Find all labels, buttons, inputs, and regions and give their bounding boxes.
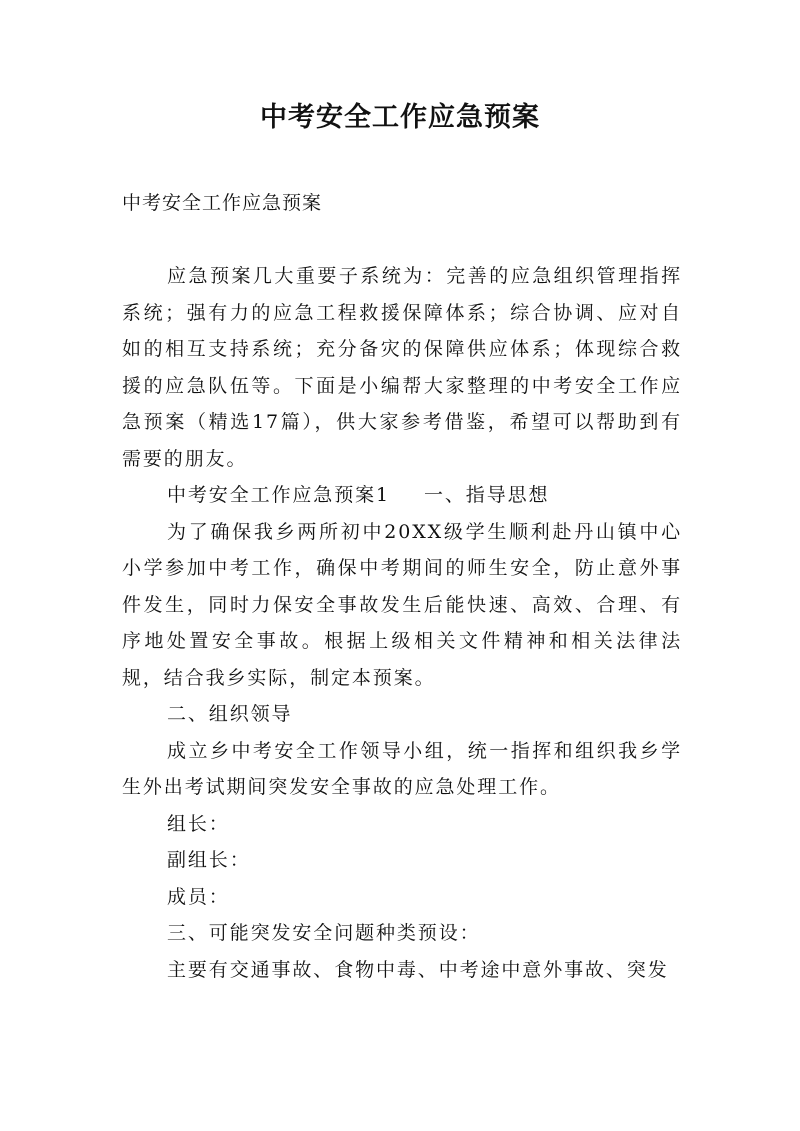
deputy-leader-label: 副组长： (167, 849, 251, 871)
guiding-principle-paragraph: 为了确保我乡两所初中20XX级学生顺利赴丹山镇中心小学参加中考工作，确保中考期间的师生安全，防止意外事件发生，同时力保安全事故发生后能快速、高效、合理、有序地处置安全事故。根据上级相关文件精神和相关法律法规，结合我乡实际，制定本预案。 (122, 520, 682, 689)
organization-paragraph: 成立乡中考安全工作领导小组，统一指挥和组织我乡学生外出考试期间突发安全事故的应急处理工作。 (122, 739, 682, 798)
document-subtitle: 中考安全工作应急预案 (122, 192, 323, 214)
section-heading-line (122, 477, 682, 514)
document-title: 中考安全工作应急预案 (260, 102, 540, 133)
document-body (122, 258, 682, 988)
section-heading: 中考安全工作应急预案1 (167, 484, 390, 506)
intro-paragraph: 应急预案几大重要子系统为：完善的应急组织管理指挥系统；强有力的应急工程救援保障体系；综合协调、应对自如的相互支持系统；充分备灾的保障供应体系；体现综合救援的应急队伍等。下面是小编帮大家整理的中考安全工作应急预案（精选17篇），供大家参考借鉴，希望可以帮助到有需要的朋友。 (122, 265, 682, 470)
organization-heading: 二、组织领导 (167, 703, 293, 725)
safety-issues-paragraph: 主要有交通事故、食物中毒、中考途中意外事故、突发 (167, 958, 669, 981)
team-leader-label: 组长： (167, 812, 230, 835)
safety-issues-heading: 三、可能突发安全问题种类预设： (167, 922, 481, 944)
members-label: 成员： (167, 885, 230, 908)
guiding-principle-heading: 一、指导思想 (424, 484, 550, 506)
